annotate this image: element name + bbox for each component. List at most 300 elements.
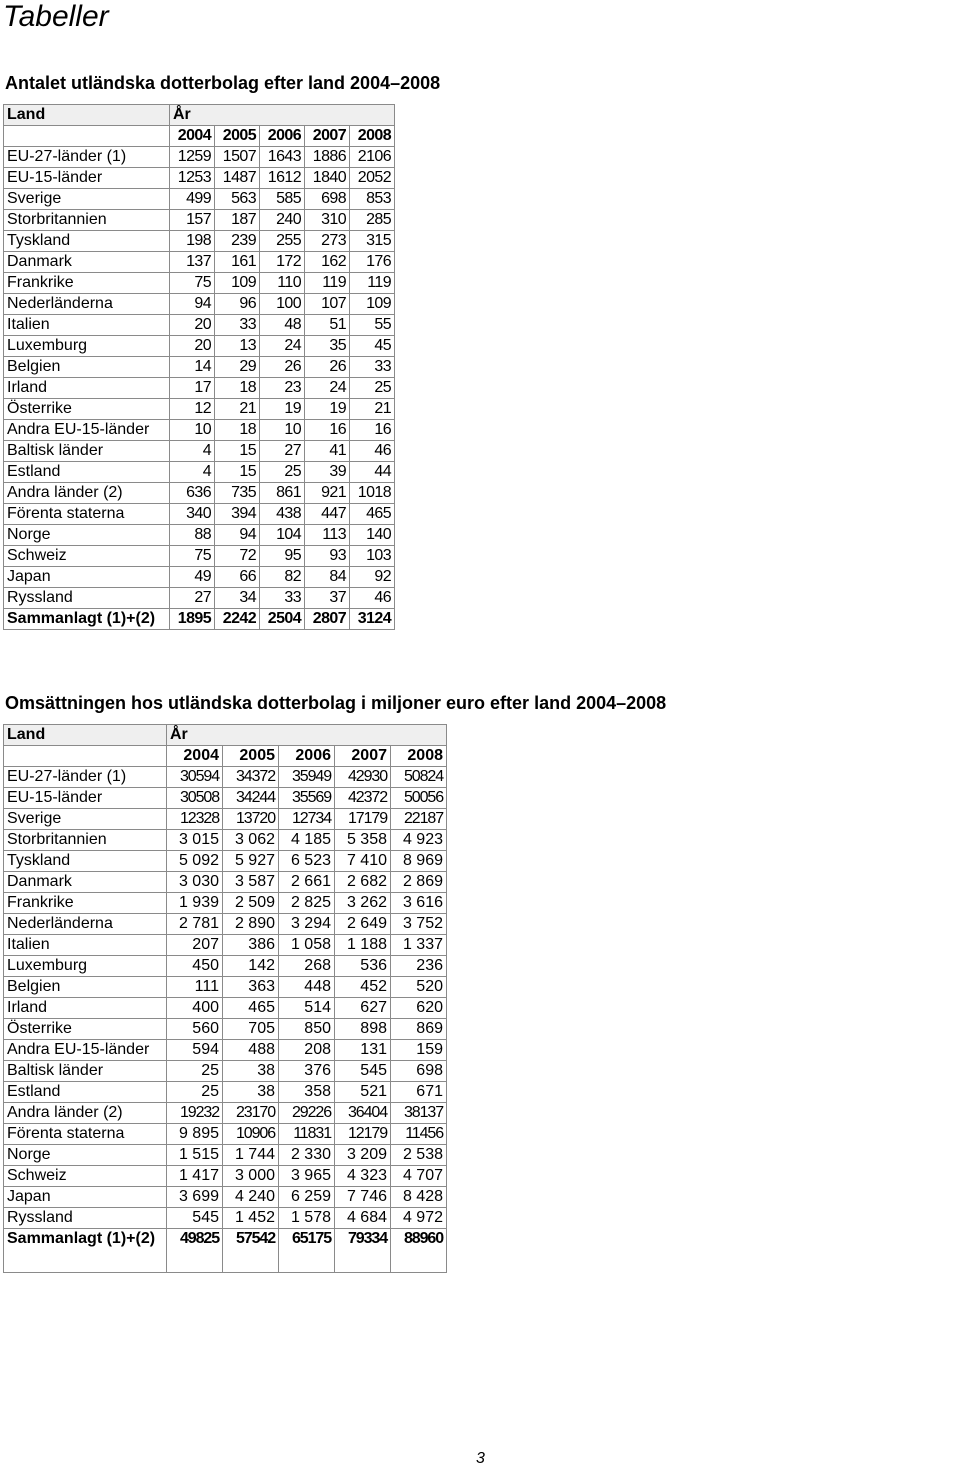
value-cell: 10 [170,420,215,441]
table-row [4,273,395,294]
table-row [4,1166,447,1187]
value-cell: 140 [350,525,395,546]
value-cell: 4 185 [279,830,335,851]
value-cell: 45 [350,336,395,357]
value-cell: 198 [170,231,215,252]
value-cell: 38 [223,1061,279,1082]
table-row [4,252,395,273]
value-cell: 499 [170,189,215,210]
value-cell: 113 [305,525,350,546]
row-label: Nederländerna [4,914,167,935]
value-cell: 239 [215,231,260,252]
value-cell: 4 240 [223,1187,279,1208]
value-cell: 636 [170,483,215,504]
value-cell: 13 [215,336,260,357]
total-value: 57542 [223,1229,279,1273]
value-cell: 48 [260,315,305,336]
row-label: Österrike [4,399,170,420]
value-cell: 16 [305,420,350,441]
value-cell: 25 [350,378,395,399]
value-cell: 452 [335,977,391,998]
value-cell: 107 [305,294,350,315]
value-cell: 3 015 [167,830,223,851]
total-label: Sammanlagt (1)+(2) [4,1229,167,1273]
value-cell: 376 [279,1061,335,1082]
years-row [4,126,395,147]
value-cell: 110 [260,273,305,294]
value-cell: 35949 [279,767,335,788]
row-label: EU-15-länder [4,788,167,809]
value-cell: 285 [350,210,395,231]
value-cell: 5 927 [223,851,279,872]
value-cell: 88 [170,525,215,546]
table-row [4,977,447,998]
value-cell: 104 [260,525,305,546]
value-cell: 38137 [391,1103,447,1124]
column-header-ar: År [170,105,395,126]
value-cell: 14 [170,357,215,378]
value-cell: 22187 [391,809,447,830]
value-cell: 1 578 [279,1208,335,1229]
row-label: Andra EU-15-länder [4,1040,167,1061]
total-value: 88960 [391,1229,447,1273]
row-label: Baltisk länder [4,441,170,462]
value-cell: 394 [215,504,260,525]
value-cell: 671 [391,1082,447,1103]
total-value: 65175 [279,1229,335,1273]
value-cell: 103 [350,546,395,567]
value-cell: 2 825 [279,893,335,914]
table-row [4,1019,447,1040]
row-label: EU-27-länder (1) [4,767,167,788]
value-cell: 735 [215,483,260,504]
table-row [4,336,395,357]
value-cell: 142 [223,956,279,977]
value-cell: 698 [305,189,350,210]
value-cell: 620 [391,998,447,1019]
value-cell: 50056 [391,788,447,809]
value-cell: 11831 [279,1124,335,1145]
value-cell: 4 [170,441,215,462]
value-cell: 7 410 [335,851,391,872]
row-label: Irland [4,998,167,1019]
value-cell: 4 972 [391,1208,447,1229]
value-cell: 19232 [167,1103,223,1124]
value-cell: 35569 [279,788,335,809]
column-header-land: Land [4,725,167,746]
table-row [4,483,395,504]
value-cell: 4 [170,462,215,483]
value-cell: 520 [391,977,447,998]
value-cell: 1 744 [223,1145,279,1166]
value-cell: 3 587 [223,872,279,893]
value-cell: 869 [391,1019,447,1040]
value-cell: 1253 [170,168,215,189]
year-header: 2008 [391,746,447,767]
value-cell: 12734 [279,809,335,830]
table-row [4,998,447,1019]
value-cell: 38 [223,1082,279,1103]
row-label: Luxemburg [4,956,167,977]
row-label: Andra EU-15-länder [4,420,170,441]
table-row [4,1082,447,1103]
column-header-ar: År [167,725,447,746]
table-row [4,504,395,525]
table-row [4,935,447,956]
value-cell: 82 [260,567,305,588]
year-header: 2006 [260,126,305,147]
header-row [4,725,447,746]
row-label: Estland [4,462,170,483]
value-cell: 19 [305,399,350,420]
value-cell: 4 684 [335,1208,391,1229]
value-cell: 137 [170,252,215,273]
value-cell: 23170 [223,1103,279,1124]
table-row [4,1208,447,1229]
value-cell: 1 188 [335,935,391,956]
value-cell: 15 [215,462,260,483]
value-cell: 3 616 [391,893,447,914]
value-cell: 72 [215,546,260,567]
value-cell: 109 [350,294,395,315]
value-cell: 46 [350,588,395,609]
value-cell: 3 209 [335,1145,391,1166]
value-cell: 162 [305,252,350,273]
table-row [4,1124,447,1145]
value-cell: 94 [170,294,215,315]
value-cell: 1 939 [167,893,223,914]
value-cell: 465 [223,998,279,1019]
value-cell: 23 [260,378,305,399]
value-cell: 3 262 [335,893,391,914]
value-cell: 2106 [350,147,395,168]
value-cell: 34244 [223,788,279,809]
total-row [4,1229,447,1273]
value-cell: 157 [170,210,215,231]
row-label: Norge [4,525,170,546]
value-cell: 17179 [335,809,391,830]
row-label: Schweiz [4,1166,167,1187]
value-cell: 37 [305,588,350,609]
value-cell: 49 [170,567,215,588]
year-header: 2008 [350,126,395,147]
value-cell: 39 [305,462,350,483]
table-row [4,420,395,441]
value-cell: 2 781 [167,914,223,935]
row-label: Belgien [4,357,170,378]
row-label: Baltisk länder [4,1061,167,1082]
value-cell: 12328 [167,809,223,830]
row-label: EU-27-länder (1) [4,147,170,168]
row-label: Frankrike [4,273,170,294]
value-cell: 21 [350,399,395,420]
value-cell: 850 [279,1019,335,1040]
value-cell: 41 [305,441,350,462]
value-cell: 46 [350,441,395,462]
value-cell: 34 [215,588,260,609]
value-cell: 340 [170,504,215,525]
value-cell: 109 [215,273,260,294]
value-cell: 16 [350,420,395,441]
row-label: Förenta staterna [4,1124,167,1145]
value-cell: 3 699 [167,1187,223,1208]
value-cell: 3 000 [223,1166,279,1187]
row-label: Nederländerna [4,294,170,315]
value-cell: 2 649 [335,914,391,935]
table-row [4,210,395,231]
total-value: 49825 [167,1229,223,1273]
value-cell: 24 [260,336,305,357]
table-row [4,588,395,609]
row-label: Italien [4,935,167,956]
row-label: Andra länder (2) [4,1103,167,1124]
value-cell: 66 [215,567,260,588]
value-cell: 159 [391,1040,447,1061]
row-label: Frankrike [4,893,167,914]
column-header-land: Land [4,105,170,126]
value-cell: 310 [305,210,350,231]
table-subsidiaries-count [3,104,395,630]
total-value: 2242 [215,609,260,630]
row-label: Norge [4,1145,167,1166]
value-cell: 25 [260,462,305,483]
value-cell: 29226 [279,1103,335,1124]
value-cell: 1886 [305,147,350,168]
table-row [4,872,447,893]
value-cell: 2 890 [223,914,279,935]
value-cell: 2 509 [223,893,279,914]
value-cell: 705 [223,1019,279,1040]
value-cell: 30594 [167,767,223,788]
row-label: Tyskland [4,851,167,872]
value-cell: 42930 [335,767,391,788]
value-cell: 29 [215,357,260,378]
value-cell: 1259 [170,147,215,168]
value-cell: 4 323 [335,1166,391,1187]
value-cell: 1612 [260,168,305,189]
value-cell: 4 707 [391,1166,447,1187]
value-cell: 7 746 [335,1187,391,1208]
value-cell: 488 [223,1040,279,1061]
table-row [4,851,447,872]
value-cell: 187 [215,210,260,231]
value-cell: 6 259 [279,1187,335,1208]
value-cell: 3 062 [223,830,279,851]
row-label: EU-15-länder [4,168,170,189]
year-header: 2004 [167,746,223,767]
value-cell: 1 337 [391,935,447,956]
table-row [4,1061,447,1082]
value-cell: 4 923 [391,830,447,851]
row-label: Förenta staterna [4,504,170,525]
value-cell: 75 [170,273,215,294]
value-cell: 207 [167,935,223,956]
row-label: Ryssland [4,1208,167,1229]
table-row [4,830,447,851]
value-cell: 563 [215,189,260,210]
value-cell: 34372 [223,767,279,788]
value-cell: 18 [215,378,260,399]
row-label: Irland [4,378,170,399]
total-value: 79334 [335,1229,391,1273]
row-label: Andra länder (2) [4,483,170,504]
value-cell: 5 358 [335,830,391,851]
value-cell: 42372 [335,788,391,809]
value-cell: 1 058 [279,935,335,956]
value-cell: 33 [260,588,305,609]
value-cell: 19 [260,399,305,420]
table-row [4,1040,447,1061]
value-cell: 11456 [391,1124,447,1145]
value-cell: 358 [279,1082,335,1103]
value-cell: 447 [305,504,350,525]
value-cell: 255 [260,231,305,252]
value-cell: 465 [350,504,395,525]
row-label: Danmark [4,872,167,893]
value-cell: 6 523 [279,851,335,872]
value-cell: 15 [215,441,260,462]
value-cell: 1 417 [167,1166,223,1187]
value-cell: 315 [350,231,395,252]
value-cell: 27 [170,588,215,609]
value-cell: 273 [305,231,350,252]
table-row [4,1187,447,1208]
row-label: Estland [4,1082,167,1103]
value-cell: 33 [350,357,395,378]
value-cell: 448 [279,977,335,998]
value-cell: 18 [215,420,260,441]
value-cell: 13720 [223,809,279,830]
value-cell: 3 965 [279,1166,335,1187]
table1-title: Antalet utländska dotterbolag efter land 2004–2008 [5,73,441,93]
total-value: 2504 [260,609,305,630]
table2-title: Omsättningen hos utländska dotterbolag i miljoner euro efter land 2004–2008 [5,693,667,713]
table-row [4,767,447,788]
year-header: 2004 [170,126,215,147]
empty-cell [4,746,167,767]
value-cell: 698 [391,1061,447,1082]
row-label: Ryssland [4,588,170,609]
value-cell: 363 [223,977,279,998]
value-cell: 36404 [335,1103,391,1124]
row-label: Japan [4,1187,167,1208]
value-cell: 51 [305,315,350,336]
value-cell: 438 [260,504,305,525]
value-cell: 268 [279,956,335,977]
value-cell: 853 [350,189,395,210]
table-row [4,357,395,378]
value-cell: 44 [350,462,395,483]
row-label: Storbritannien [4,830,167,851]
year-header: 2007 [305,126,350,147]
table-row [4,168,395,189]
table-row [4,788,447,809]
row-label: Danmark [4,252,170,273]
value-cell: 20 [170,315,215,336]
value-cell: 1507 [215,147,260,168]
value-cell: 861 [260,483,305,504]
empty-cell [4,126,170,147]
table-row [4,315,395,336]
value-cell: 2 869 [391,872,447,893]
years-row [4,746,447,767]
total-label: Sammanlagt (1)+(2) [4,609,170,630]
table-row [4,294,395,315]
year-header: 2007 [335,746,391,767]
row-label: Japan [4,567,170,588]
table-row [4,189,395,210]
table-row [4,914,447,935]
total-value: 1895 [170,609,215,630]
value-cell: 20 [170,336,215,357]
value-cell: 3 030 [167,872,223,893]
year-header: 2005 [223,746,279,767]
value-cell: 96 [215,294,260,315]
value-cell: 33 [215,315,260,336]
row-label: Tyskland [4,231,170,252]
table-row [4,525,395,546]
value-cell: 24 [305,378,350,399]
value-cell: 176 [350,252,395,273]
value-cell: 111 [167,977,223,998]
row-label: Sverige [4,189,170,210]
value-cell: 75 [170,546,215,567]
value-cell: 92 [350,567,395,588]
value-cell: 208 [279,1040,335,1061]
table-row [4,147,395,168]
value-cell: 2 661 [279,872,335,893]
year-header: 2006 [279,746,335,767]
value-cell: 2 330 [279,1145,335,1166]
value-cell: 1 452 [223,1208,279,1229]
year-header: 2005 [215,126,260,147]
value-cell: 10906 [223,1124,279,1145]
table-row [4,1145,447,1166]
row-label: Luxemburg [4,336,170,357]
value-cell: 8 969 [391,851,447,872]
value-cell: 521 [335,1082,391,1103]
value-cell: 236 [391,956,447,977]
value-cell: 94 [215,525,260,546]
value-cell: 12179 [335,1124,391,1145]
value-cell: 30508 [167,788,223,809]
value-cell: 3 294 [279,914,335,935]
value-cell: 545 [335,1061,391,1082]
value-cell: 161 [215,252,260,273]
value-cell: 12 [170,399,215,420]
value-cell: 172 [260,252,305,273]
row-label: Sverige [4,809,167,830]
value-cell: 26 [260,357,305,378]
value-cell: 1487 [215,168,260,189]
total-value: 2807 [305,609,350,630]
value-cell: 131 [335,1040,391,1061]
value-cell: 9 895 [167,1124,223,1145]
table-row [4,567,395,588]
table-row [4,231,395,252]
table-row [4,441,395,462]
page-number: 3 [476,1450,485,1467]
value-cell: 8 428 [391,1187,447,1208]
value-cell: 17 [170,378,215,399]
table-row [4,378,395,399]
value-cell: 26 [305,357,350,378]
value-cell: 240 [260,210,305,231]
header-row [4,105,395,126]
total-row [4,609,395,630]
value-cell: 1643 [260,147,305,168]
total-value: 3124 [350,609,395,630]
